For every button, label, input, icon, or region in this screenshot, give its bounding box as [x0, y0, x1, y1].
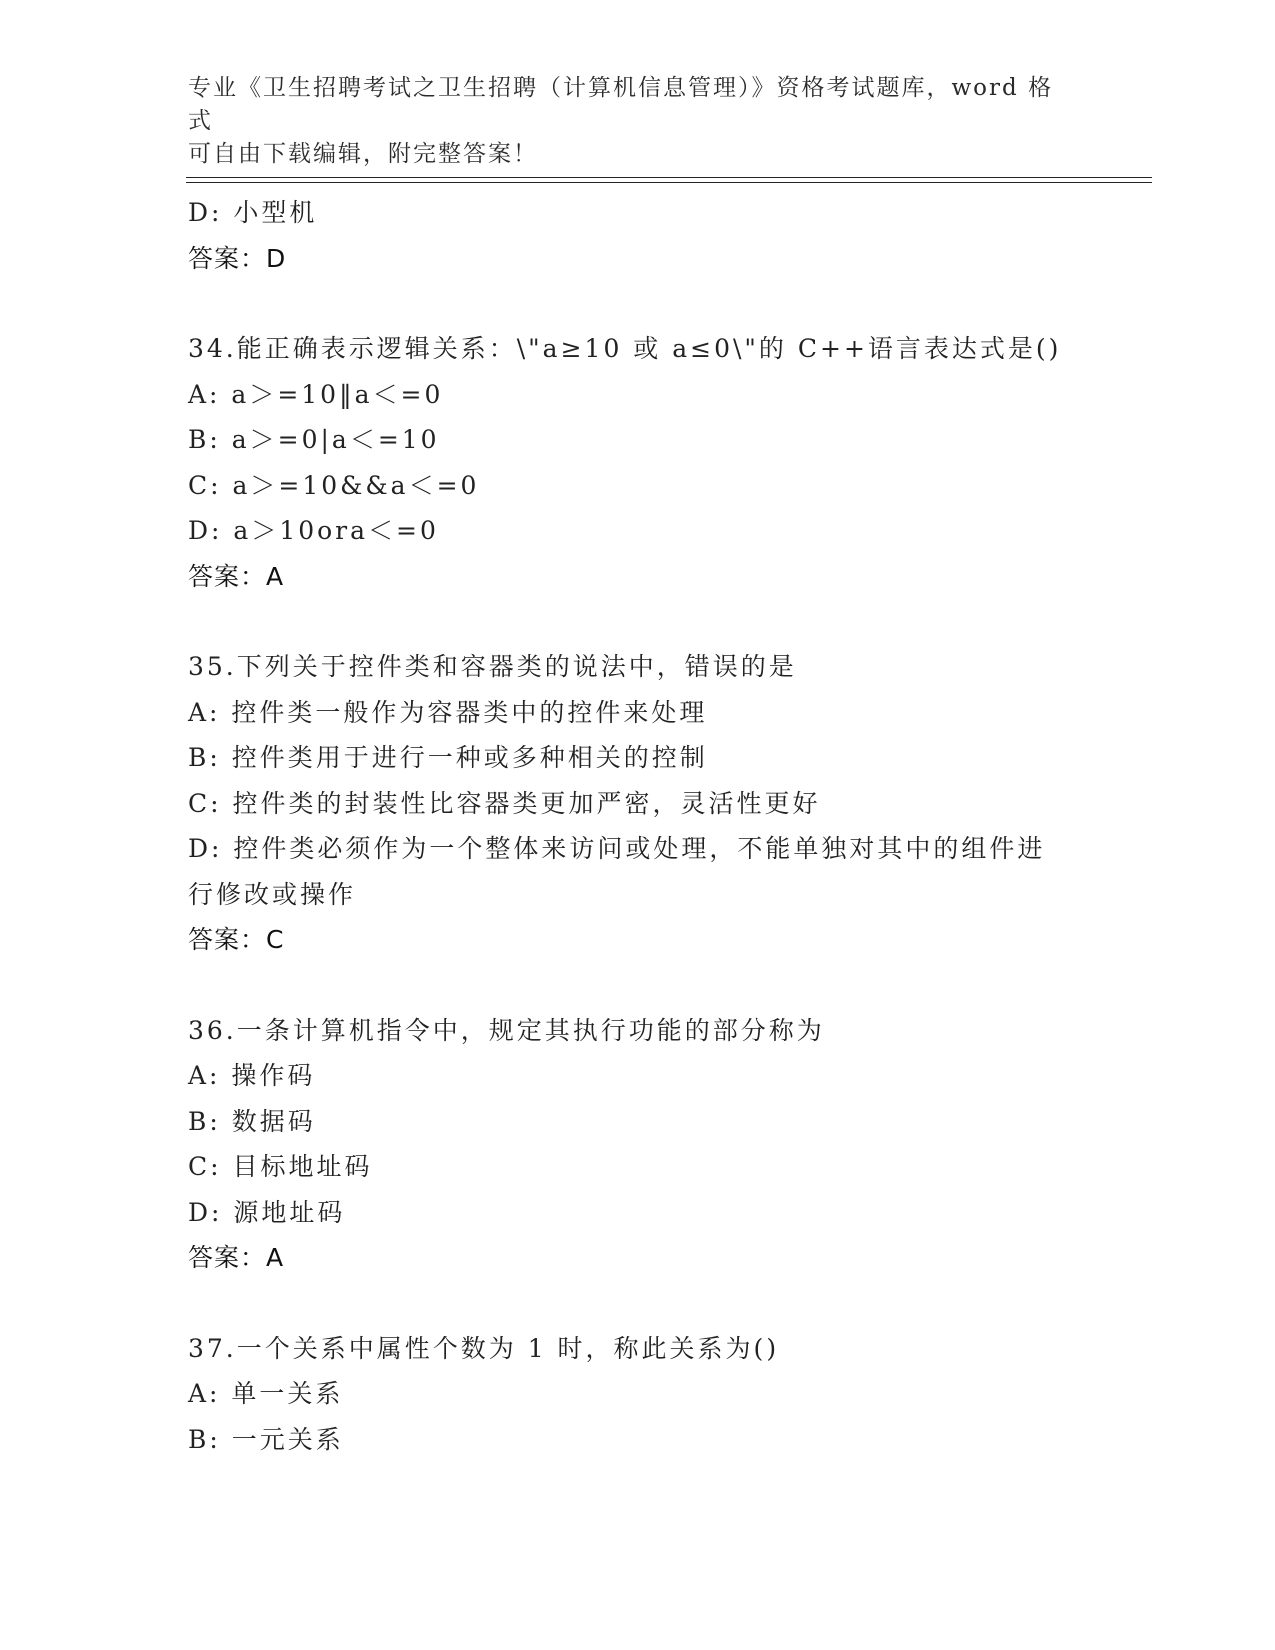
option-line: A: a＞=10‖a＜=0	[188, 379, 444, 409]
option-line: C: 控件类的封装性比容器类更加严密，灵活性更好	[188, 788, 821, 818]
header-line-2: 可自由下载编辑，附完整答案！	[188, 141, 538, 167]
option-line: C: a＞=10&&a＜=0	[188, 470, 480, 500]
question-stem: 37.一个关系中属性个数为 1 时，称此关系为()	[188, 1333, 780, 1363]
option-line: B: a＞=0|a＜=10	[188, 425, 440, 454]
answer-line: 答案：D	[188, 243, 287, 273]
option-line: D: a＞10ora＜=0	[188, 516, 439, 545]
option-line: D: 小型机	[188, 198, 318, 227]
option-line: A: 单一关系	[188, 1379, 344, 1408]
header-rule-top	[186, 177, 1152, 178]
question-spacer	[188, 1281, 1088, 1326]
question-spacer	[188, 963, 1088, 1008]
answer-line: 答案：A	[188, 1243, 285, 1272]
option-line: A: 控件类一般作为容器类中的控件来处理	[188, 697, 708, 727]
question-stem: 36.一条计算机指令中，规定其执行功能的部分称为	[188, 1015, 825, 1045]
option-line: B: 数据码	[188, 1106, 316, 1136]
option-line: B: 一元关系	[188, 1424, 344, 1454]
option-line: A: 操作码	[188, 1061, 316, 1090]
answer-line: 答案：A	[188, 561, 285, 591]
header-line-1: 专业《卫生招聘考试之卫生招聘（计算机信息管理）》资格考试题库，word 格式	[188, 75, 1054, 134]
option-line: D: 控件类必须作为一个整体来访问或处理，不能单独对其中的组件进	[188, 834, 1046, 863]
option-line: C: 目标地址码	[188, 1152, 373, 1181]
option-line: D: 源地址码	[188, 1197, 346, 1227]
header-rule-bottom	[186, 182, 1152, 183]
question-list	[188, 190, 1088, 1462]
document-header	[188, 72, 1068, 171]
question-stem: 34.能正确表示逻辑关系：\"a≥10 或 a≤0\"的 C++语言表达式是()	[188, 334, 1062, 363]
question-spacer	[188, 599, 1088, 644]
question-stem: 35.下列关于控件类和容器类的说法中，错误的是	[188, 652, 797, 681]
option-line: B: 控件类用于进行一种或多种相关的控制	[188, 743, 708, 772]
question-spacer	[188, 281, 1088, 326]
answer-line: 答案：C	[188, 925, 285, 954]
option-line: 行修改或操作	[188, 879, 357, 909]
